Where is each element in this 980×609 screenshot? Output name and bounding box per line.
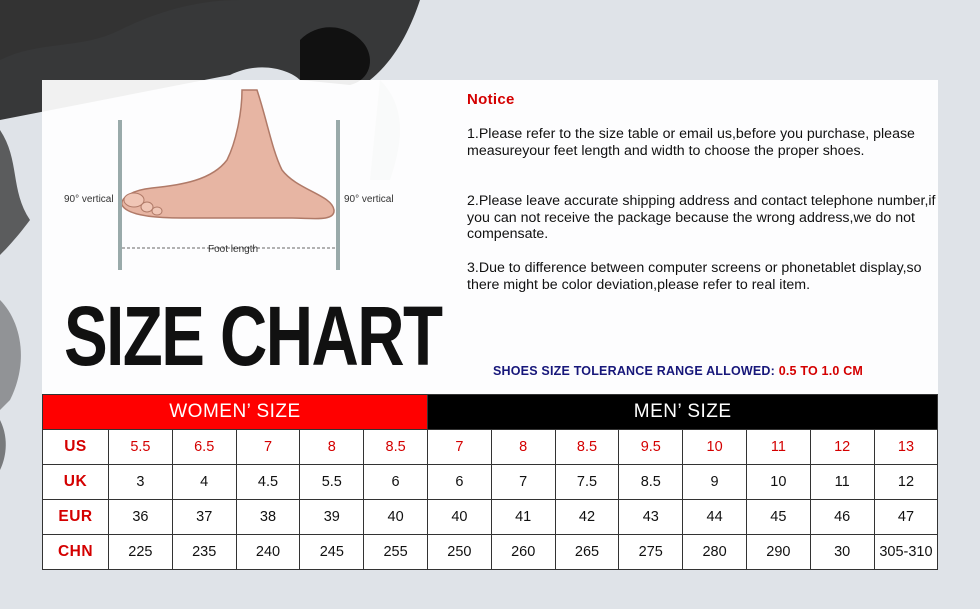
table-cell: 8 [491,430,555,465]
table-cell: 280 [683,535,747,570]
table-row [43,535,938,570]
table-cell: 40 [427,500,491,535]
table-cell: 30 [810,535,874,570]
table-cell: 8.5 [364,430,428,465]
foot-measure-diagram [42,80,462,310]
foot-illustration [122,90,334,219]
table-cell: 305-310 [874,535,938,570]
table-cell: 5.5 [109,430,173,465]
table-cell: 9 [683,465,747,500]
women-size-header: WOMEN’ SIZE [43,395,428,430]
table-cell: 235 [172,535,236,570]
table-cell: 240 [236,535,300,570]
table-cell: 4.5 [236,465,300,500]
table-row [43,500,938,535]
notice-title: Notice [467,91,515,108]
table-cell: 9.5 [619,430,683,465]
table-cell: 255 [364,535,428,570]
table-cell: 7 [491,465,555,500]
right-vertical-label: 90° vertical [344,194,394,205]
table-row [43,430,938,465]
table-cell: 46 [810,500,874,535]
table-cell: 290 [746,535,810,570]
table-cell: 4 [172,465,236,500]
table-cell: 12 [810,430,874,465]
table-cell: 40 [364,500,428,535]
table-cell: 245 [300,535,364,570]
table-cell: 11 [746,430,810,465]
tolerance-label: SHOES SIZE TOLERANCE RANGE ALLOWED: [493,364,779,378]
tolerance-note [493,364,863,378]
table-cell: 10 [746,465,810,500]
table-cell: 250 [427,535,491,570]
table-cell: 260 [491,535,555,570]
table-cell: 225 [109,535,173,570]
right-measure-board [336,120,340,270]
table-cell: 5.5 [300,465,364,500]
notice-item-1: 1.Please refer to the size table or email us,before you purchase, please measureyour feet length and width to choose the proper shoes. [467,126,915,159]
table-cell: 10 [683,430,747,465]
tolerance-range: 0.5 TO 1.0 CM [778,364,864,378]
table-cell: 36 [109,500,173,535]
table-cell: 41 [491,500,555,535]
table-cell: 6 [427,465,491,500]
size-table [42,394,938,570]
row-label-uk: UK [43,465,109,500]
table-cell: 275 [619,535,683,570]
table-row [43,465,938,500]
men-size-header: MEN’ SIZE [427,395,937,430]
table-header-row [43,395,938,430]
table-cell: 39 [300,500,364,535]
table-cell: 11 [810,465,874,500]
row-label-us: US [43,430,109,465]
table-cell: 6 [364,465,428,500]
row-label-chn: CHN [43,535,109,570]
table-cell: 42 [555,500,619,535]
table-cell: 7.5 [555,465,619,500]
left-vertical-label: 90° vertical [64,194,114,205]
table-cell: 6.5 [172,430,236,465]
table-cell: 265 [555,535,619,570]
table-cell: 7 [236,430,300,465]
table-cell: 12 [874,465,938,500]
table-cell: 43 [619,500,683,535]
table-cell: 44 [683,500,747,535]
table-cell: 38 [236,500,300,535]
table-cell: 3 [109,465,173,500]
table-cell: 45 [746,500,810,535]
foot-length-label: Foot length [208,244,259,255]
table-cell: 13 [874,430,938,465]
table-cell: 8.5 [555,430,619,465]
row-label-eur: EUR [43,500,109,535]
table-cell: 7 [427,430,491,465]
left-measure-board [118,120,122,270]
table-cell: 47 [874,500,938,535]
table-cell: 8.5 [619,465,683,500]
notice-item-2: 2.Please leave accurate shipping address and contact telephone number,if you can not receive the package because the wrong address,we do not compensate. [467,193,936,242]
size-chart-title: SIZE CHART [64,289,442,383]
table-cell: 8 [300,430,364,465]
notice-item-3: 3.Due to difference between computer screens or phonetablet display,so there might be color deviation,please refer to real item. [467,260,922,293]
table-cell: 37 [172,500,236,535]
